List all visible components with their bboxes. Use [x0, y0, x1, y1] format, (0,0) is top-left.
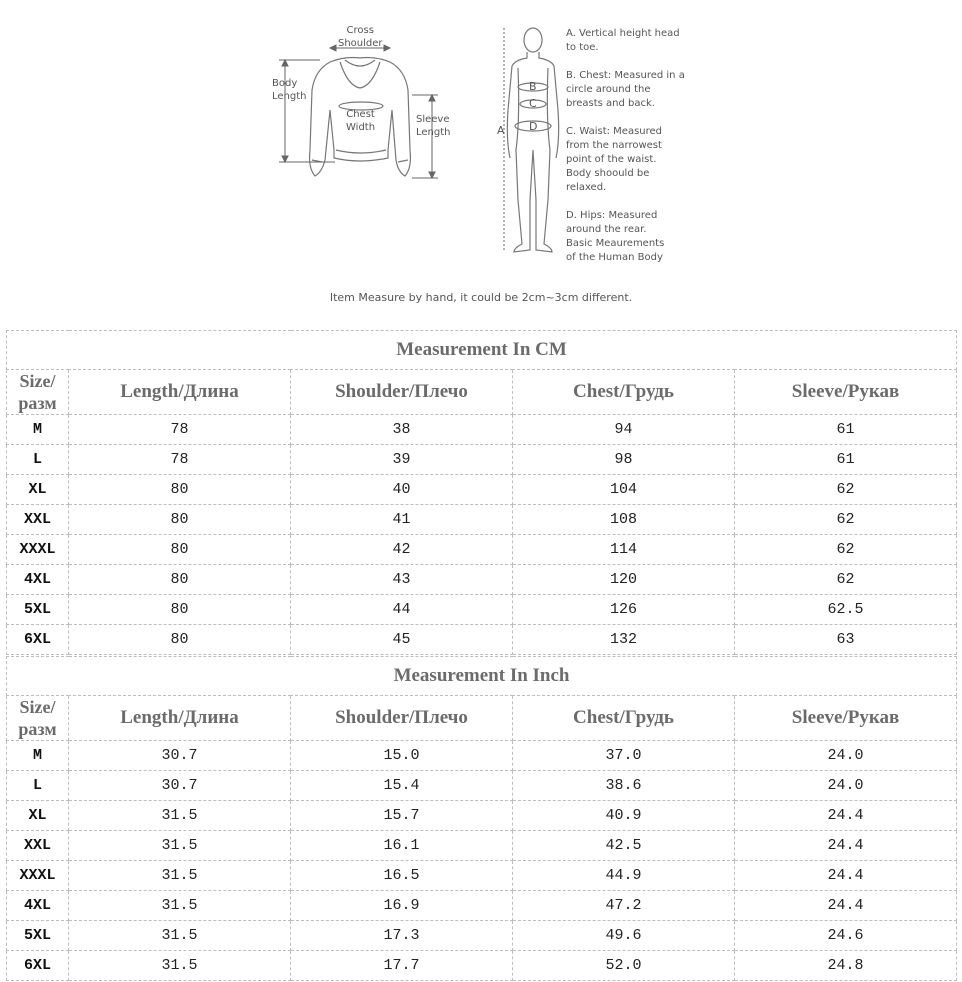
measurement-legend [566, 27, 696, 279]
chest-cell: 114 [513, 535, 735, 565]
sleeve-cell: 62 [735, 565, 957, 595]
table-row [7, 741, 957, 771]
chest-cell: 47.2 [513, 891, 735, 921]
size-cell: M [7, 741, 69, 771]
sleeve-cell: 62 [735, 535, 957, 565]
table-row [7, 505, 957, 535]
table-row [7, 951, 957, 981]
length-cell: 31.5 [69, 831, 291, 861]
sleeve-cell: 62.5 [735, 595, 957, 625]
marker-d: D [529, 120, 538, 133]
header-length: Length/Длина [69, 696, 291, 741]
length-cell: 80 [69, 565, 291, 595]
size-cell: 5XL [7, 595, 69, 625]
size-cell: 6XL [7, 951, 69, 981]
chest-cell: 40.9 [513, 801, 735, 831]
header-size: Size/ разм [7, 370, 69, 415]
measurement-diagram [0, 0, 962, 322]
shoulder-cell: 40 [291, 475, 513, 505]
length-cell: 31.5 [69, 801, 291, 831]
table-row [7, 861, 957, 891]
legend-d: D. Hips: Measured around the rear. Basic Meaurements of the Human Body [566, 210, 665, 263]
size-cell: L [7, 445, 69, 475]
table-row [7, 415, 957, 445]
sleeve-cell: 61 [735, 415, 957, 445]
table-row [7, 771, 957, 801]
table-row [7, 475, 957, 505]
sleeve-cell: 24.8 [735, 951, 957, 981]
chest-cell: 42.5 [513, 831, 735, 861]
table-row [7, 891, 957, 921]
sleeve-cell: 62 [735, 505, 957, 535]
sleeve-cell: 63 [735, 625, 957, 655]
table-row [7, 625, 957, 655]
length-cell: 31.5 [69, 921, 291, 951]
length-cell: 31.5 [69, 861, 291, 891]
header-row [7, 696, 957, 741]
chest-cell: 44.9 [513, 861, 735, 891]
table-row [7, 831, 957, 861]
shoulder-cell: 15.0 [291, 741, 513, 771]
legend-a: A. Vertical height head to toe. [566, 28, 680, 53]
length-cell: 30.7 [69, 771, 291, 801]
chest-width-label: Chest Width [346, 109, 376, 133]
sleeve-cell: 24.4 [735, 831, 957, 861]
length-cell: 80 [69, 625, 291, 655]
shoulder-cell: 16.9 [291, 891, 513, 921]
chest-cell: 132 [513, 625, 735, 655]
cm-size-table [6, 330, 957, 655]
shoulder-cell: 41 [291, 505, 513, 535]
chest-cell: 94 [513, 415, 735, 445]
shoulder-cell: 15.7 [291, 801, 513, 831]
measure-note: Item Measure by hand, it could be 2cm~3cm different. [329, 291, 633, 304]
size-cell: L [7, 771, 69, 801]
size-cell: 6XL [7, 625, 69, 655]
size-cell: 5XL [7, 921, 69, 951]
length-cell: 78 [69, 445, 291, 475]
length-cell: 78 [69, 415, 291, 445]
length-cell: 80 [69, 535, 291, 565]
shoulder-cell: 44 [291, 595, 513, 625]
sleeve-cell: 24.4 [735, 801, 957, 831]
sleeve-length-label: Sleeve Length [416, 114, 451, 138]
table-row [7, 565, 957, 595]
marker-b: B [529, 80, 537, 93]
garment-and-body-illustration [0, 0, 962, 322]
marker-c: C [529, 97, 537, 110]
table-row [7, 595, 957, 625]
size-cell: XL [7, 801, 69, 831]
table-title: Measurement In CM [7, 331, 957, 370]
shoulder-cell: 17.7 [291, 951, 513, 981]
sleeve-cell: 62 [735, 475, 957, 505]
sleeve-cell: 24.6 [735, 921, 957, 951]
table-row [7, 921, 957, 951]
length-cell: 80 [69, 595, 291, 625]
sleeve-cell: 24.0 [735, 771, 957, 801]
size-cell: XL [7, 475, 69, 505]
chest-cell: 108 [513, 505, 735, 535]
shoulder-cell: 43 [291, 565, 513, 595]
chest-cell: 52.0 [513, 951, 735, 981]
chest-cell: 120 [513, 565, 735, 595]
size-cell: XXL [7, 505, 69, 535]
chest-cell: 104 [513, 475, 735, 505]
shoulder-cell: 42 [291, 535, 513, 565]
table-row [7, 535, 957, 565]
shoulder-cell: 39 [291, 445, 513, 475]
shoulder-cell: 45 [291, 625, 513, 655]
sleeve-cell: 24.4 [735, 891, 957, 921]
shoulder-cell: 16.5 [291, 861, 513, 891]
length-cell: 80 [69, 475, 291, 505]
header-size: Size/ разм [7, 696, 69, 741]
length-cell: 31.5 [69, 891, 291, 921]
chest-cell: 38.6 [513, 771, 735, 801]
header-row [7, 370, 957, 415]
legend-b: B. Chest: Measured in a circle around the breasts and back. [566, 70, 685, 109]
length-cell: 31.5 [69, 951, 291, 981]
length-cell: 80 [69, 505, 291, 535]
cross-shoulder-label: Cross Shoulder [338, 25, 383, 49]
size-cell: XXXL [7, 535, 69, 565]
size-cell: XXXL [7, 861, 69, 891]
shoulder-cell: 16.1 [291, 831, 513, 861]
chest-cell: 98 [513, 445, 735, 475]
body-length-label: Body Length [272, 78, 307, 102]
size-cell: 4XL [7, 565, 69, 595]
size-cell: M [7, 415, 69, 445]
shoulder-cell: 38 [291, 415, 513, 445]
sleeve-cell: 24.0 [735, 741, 957, 771]
chest-cell: 126 [513, 595, 735, 625]
length-cell: 30.7 [69, 741, 291, 771]
sleeve-cell: 61 [735, 445, 957, 475]
header-sleeve: Sleeve/Рукав [735, 370, 957, 415]
shoulder-cell: 17.3 [291, 921, 513, 951]
table-row [7, 445, 957, 475]
marker-a: A [497, 124, 505, 137]
shoulder-cell: 15.4 [291, 771, 513, 801]
header-chest: Chest/Грудь [513, 696, 735, 741]
sleeve-cell: 24.4 [735, 861, 957, 891]
inch-size-table [6, 656, 957, 981]
size-cell: XXL [7, 831, 69, 861]
chest-cell: 49.6 [513, 921, 735, 951]
size-cell: 4XL [7, 891, 69, 921]
header-sleeve: Sleeve/Рукав [735, 696, 957, 741]
legend-c: C. Waist: Measured from the narrowest point of the waist. Body shoould be relaxed. [566, 126, 663, 193]
header-shoulder: Shoulder/Плечо [291, 696, 513, 741]
header-chest: Chest/Грудь [513, 370, 735, 415]
header-length: Length/Длина [69, 370, 291, 415]
header-shoulder: Shoulder/Плечо [291, 370, 513, 415]
table-title: Measurement In Inch [7, 657, 957, 696]
table-row [7, 801, 957, 831]
chest-cell: 37.0 [513, 741, 735, 771]
